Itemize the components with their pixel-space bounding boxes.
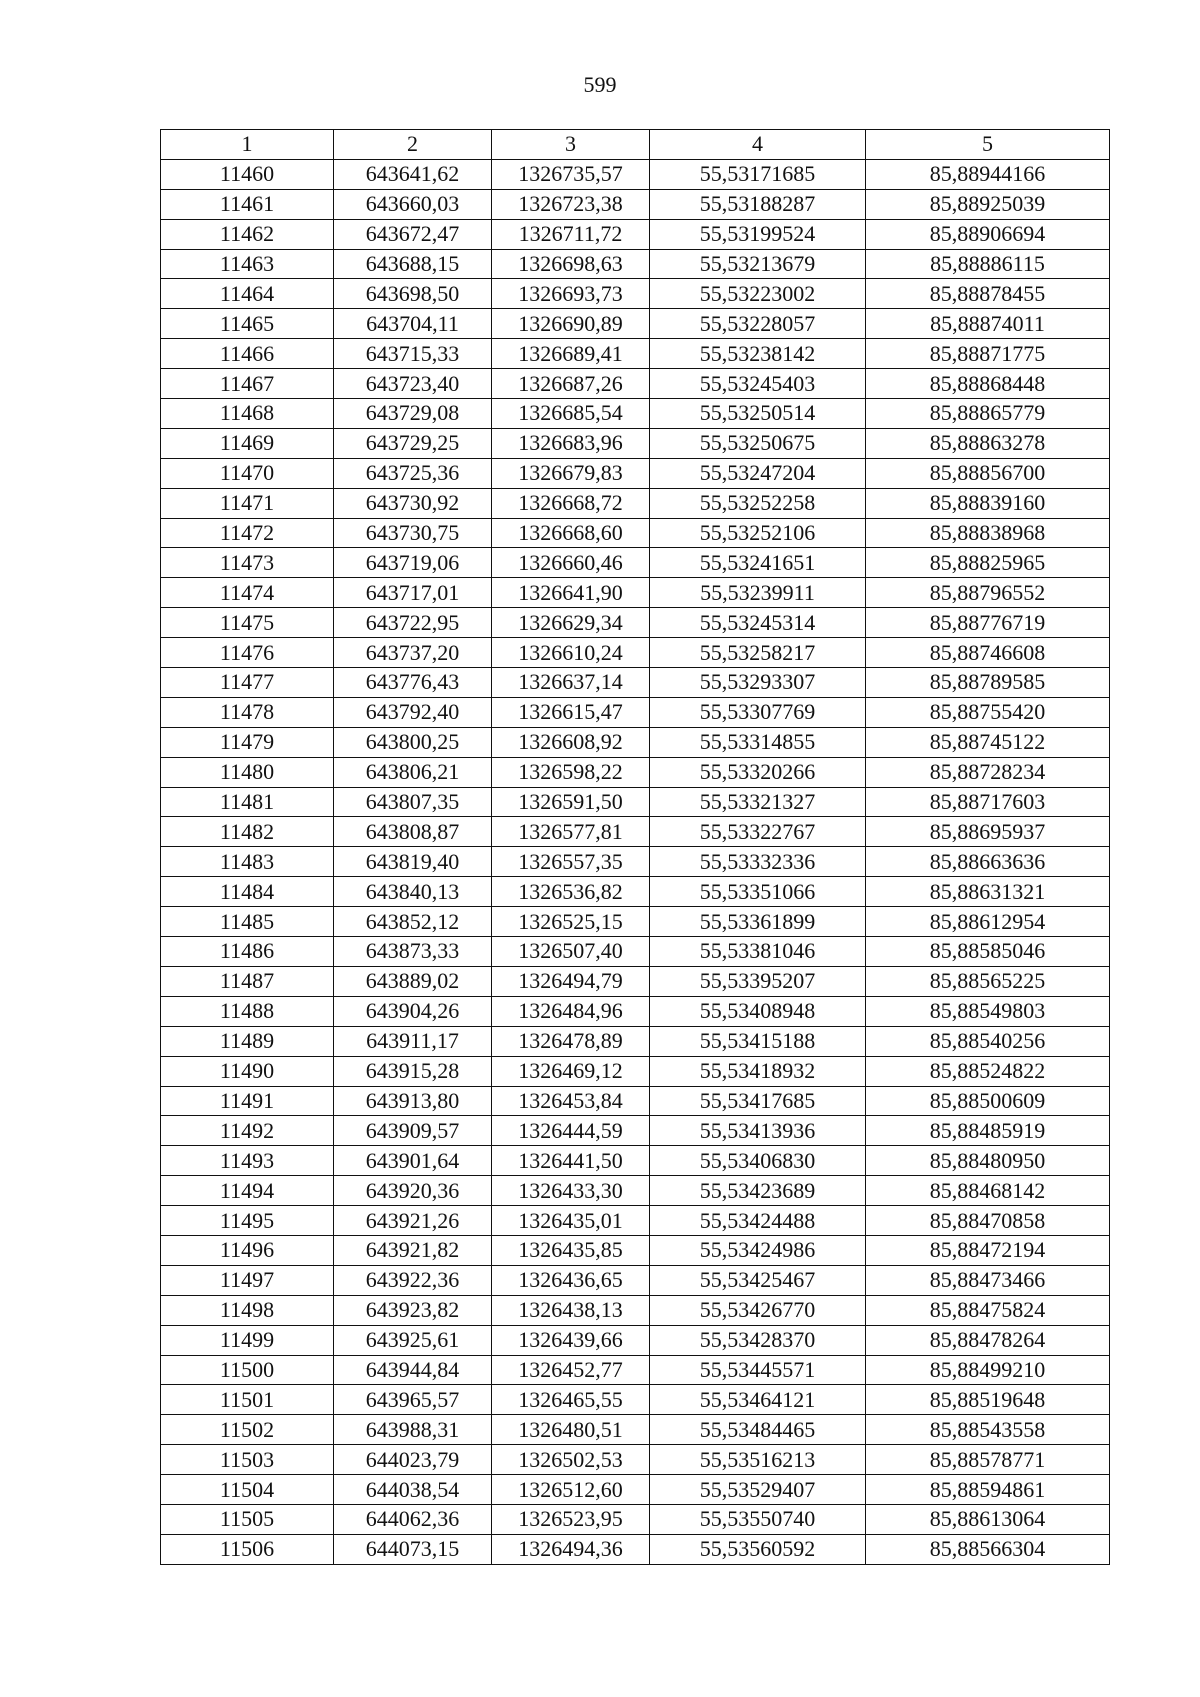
table-cell: 55,53245314 xyxy=(650,608,866,638)
table-row xyxy=(161,1176,1110,1206)
table-cell: 11492 xyxy=(161,1116,334,1146)
table-cell: 85,88789585 xyxy=(866,668,1110,698)
table-row xyxy=(161,847,1110,877)
table-cell: 55,53332336 xyxy=(650,847,866,877)
table-cell: 11501 xyxy=(161,1385,334,1415)
table-cell: 55,53361899 xyxy=(650,907,866,937)
table-cell: 11483 xyxy=(161,847,334,877)
table-cell: 643704,11 xyxy=(334,309,492,339)
table-cell: 85,88472194 xyxy=(866,1235,1110,1265)
table-cell: 11470 xyxy=(161,458,334,488)
table-cell: 55,53423689 xyxy=(650,1176,866,1206)
table-cell: 1326435,85 xyxy=(492,1235,650,1265)
table-cell: 643641,62 xyxy=(334,159,492,189)
table-cell: 85,88825965 xyxy=(866,548,1110,578)
table-cell: 643921,82 xyxy=(334,1235,492,1265)
table-cell: 11497 xyxy=(161,1265,334,1295)
table-cell: 55,53320266 xyxy=(650,757,866,787)
table-cell: 55,53406830 xyxy=(650,1146,866,1176)
table-row xyxy=(161,1355,1110,1385)
table-cell: 85,88906694 xyxy=(866,219,1110,249)
table-row xyxy=(161,1235,1110,1265)
table-cell: 11463 xyxy=(161,249,334,279)
table-cell: 1326465,55 xyxy=(492,1385,650,1415)
table-cell: 11468 xyxy=(161,399,334,429)
table-row xyxy=(161,757,1110,787)
table-cell: 55,53258217 xyxy=(650,638,866,668)
table-cell: 85,88728234 xyxy=(866,757,1110,787)
table-cell: 55,53351066 xyxy=(650,877,866,907)
table-cell: 85,88925039 xyxy=(866,189,1110,219)
table-cell: 643730,75 xyxy=(334,518,492,548)
table-cell: 85,88839160 xyxy=(866,488,1110,518)
table-cell: 643698,50 xyxy=(334,279,492,309)
table-cell: 55,53408948 xyxy=(650,996,866,1026)
table-row xyxy=(161,697,1110,727)
table-cell: 85,88468142 xyxy=(866,1176,1110,1206)
table-cell: 11476 xyxy=(161,638,334,668)
table-cell: 11460 xyxy=(161,159,334,189)
table-cell: 85,88695937 xyxy=(866,817,1110,847)
table-cell: 85,88878455 xyxy=(866,279,1110,309)
table-cell: 85,88594861 xyxy=(866,1475,1110,1505)
table-cell: 643909,57 xyxy=(334,1116,492,1146)
table-cell: 1326591,50 xyxy=(492,787,650,817)
table-cell: 1326557,35 xyxy=(492,847,650,877)
table-cell: 1326668,72 xyxy=(492,488,650,518)
table-row xyxy=(161,1206,1110,1236)
table-cell: 643852,12 xyxy=(334,907,492,937)
table-row xyxy=(161,548,1110,578)
table-cell: 85,88776719 xyxy=(866,608,1110,638)
table-cell: 85,88944166 xyxy=(866,159,1110,189)
table-cell: 643819,40 xyxy=(334,847,492,877)
table-cell: 1326660,46 xyxy=(492,548,650,578)
table-cell: 1326452,77 xyxy=(492,1355,650,1385)
table-cell: 643965,57 xyxy=(334,1385,492,1415)
table-cell: 643915,28 xyxy=(334,1056,492,1086)
table-cell: 55,53252258 xyxy=(650,488,866,518)
table-cell: 85,88868448 xyxy=(866,369,1110,399)
table-cell: 11475 xyxy=(161,608,334,638)
table-row xyxy=(161,339,1110,369)
table-cell: 1326494,36 xyxy=(492,1534,650,1564)
table-cell: 11505 xyxy=(161,1504,334,1534)
table-cell: 1326629,34 xyxy=(492,608,650,638)
table-cell: 644023,79 xyxy=(334,1445,492,1475)
table-cell: 643717,01 xyxy=(334,578,492,608)
table-cell: 643715,33 xyxy=(334,339,492,369)
table-cell: 55,53417685 xyxy=(650,1086,866,1116)
table-cell: 55,53188287 xyxy=(650,189,866,219)
table-row xyxy=(161,1504,1110,1534)
table-cell: 1326502,53 xyxy=(492,1445,650,1475)
table-row xyxy=(161,727,1110,757)
table-cell: 11502 xyxy=(161,1415,334,1445)
table-cell: 1326512,60 xyxy=(492,1475,650,1505)
table-header-row xyxy=(161,130,1110,160)
table-cell: 1326494,79 xyxy=(492,966,650,996)
table-cell: 55,53213679 xyxy=(650,249,866,279)
table-cell: 1326689,41 xyxy=(492,339,650,369)
table-cell: 85,88500609 xyxy=(866,1086,1110,1116)
table-cell: 55,53228057 xyxy=(650,309,866,339)
table-cell: 85,88524822 xyxy=(866,1056,1110,1086)
table-cell: 643660,03 xyxy=(334,189,492,219)
table-row xyxy=(161,578,1110,608)
table-cell: 643920,36 xyxy=(334,1176,492,1206)
table-cell: 643719,06 xyxy=(334,548,492,578)
table-cell: 1326484,96 xyxy=(492,996,650,1026)
table-cell: 55,53426770 xyxy=(650,1295,866,1325)
table-cell: 85,88478264 xyxy=(866,1325,1110,1355)
table-row xyxy=(161,458,1110,488)
table-cell: 1326536,82 xyxy=(492,877,650,907)
table-cell: 643925,61 xyxy=(334,1325,492,1355)
table-cell: 11462 xyxy=(161,219,334,249)
table-cell: 11496 xyxy=(161,1235,334,1265)
table-cell: 11504 xyxy=(161,1475,334,1505)
table-cell: 85,88755420 xyxy=(866,697,1110,727)
table-cell: 643988,31 xyxy=(334,1415,492,1445)
table-cell: 85,88499210 xyxy=(866,1355,1110,1385)
table-cell: 1326683,96 xyxy=(492,428,650,458)
table-row xyxy=(161,1475,1110,1505)
table-cell: 1326525,15 xyxy=(492,907,650,937)
table-cell: 11491 xyxy=(161,1086,334,1116)
table-cell: 1326693,73 xyxy=(492,279,650,309)
table-body xyxy=(161,159,1110,1564)
table-cell: 1326598,22 xyxy=(492,757,650,787)
table-cell: 55,53321327 xyxy=(650,787,866,817)
table-row xyxy=(161,1325,1110,1355)
table-row xyxy=(161,668,1110,698)
table-cell: 11484 xyxy=(161,877,334,907)
table-cell: 643792,40 xyxy=(334,697,492,727)
table-cell: 1326711,72 xyxy=(492,219,650,249)
table-cell: 643840,13 xyxy=(334,877,492,907)
table-cell: 11469 xyxy=(161,428,334,458)
table-cell: 11467 xyxy=(161,369,334,399)
table-cell: 55,53418932 xyxy=(650,1056,866,1086)
table-cell: 1326690,89 xyxy=(492,309,650,339)
table-cell: 85,88865779 xyxy=(866,399,1110,429)
table-cell: 55,53516213 xyxy=(650,1445,866,1475)
table-cell: 55,53413936 xyxy=(650,1116,866,1146)
table-cell: 85,88886115 xyxy=(866,249,1110,279)
table-row xyxy=(161,817,1110,847)
table-cell: 11493 xyxy=(161,1146,334,1176)
table-cell: 55,53395207 xyxy=(650,966,866,996)
table-cell: 11482 xyxy=(161,817,334,847)
table-cell: 644073,15 xyxy=(334,1534,492,1564)
table-cell: 55,53428370 xyxy=(650,1325,866,1355)
table-row xyxy=(161,219,1110,249)
coordinates-table xyxy=(160,129,1110,1565)
table-row xyxy=(161,937,1110,967)
table-cell: 85,88856700 xyxy=(866,458,1110,488)
table-row xyxy=(161,1445,1110,1475)
table-row xyxy=(161,1086,1110,1116)
table-row xyxy=(161,189,1110,219)
table-cell: 643723,40 xyxy=(334,369,492,399)
table-cell: 11478 xyxy=(161,697,334,727)
table-cell: 85,88578771 xyxy=(866,1445,1110,1475)
table-cell: 11480 xyxy=(161,757,334,787)
table-cell: 11485 xyxy=(161,907,334,937)
table-cell: 55,53424986 xyxy=(650,1235,866,1265)
table-cell: 11464 xyxy=(161,279,334,309)
table-row xyxy=(161,638,1110,668)
table-cell: 55,53238142 xyxy=(650,339,866,369)
table-cell: 643901,64 xyxy=(334,1146,492,1176)
table-cell: 11498 xyxy=(161,1295,334,1325)
table-cell: 1326453,84 xyxy=(492,1086,650,1116)
table-cell: 1326441,50 xyxy=(492,1146,650,1176)
table-row xyxy=(161,399,1110,429)
table-cell: 11486 xyxy=(161,937,334,967)
table-cell: 1326436,65 xyxy=(492,1265,650,1295)
table-cell: 55,53381046 xyxy=(650,937,866,967)
table-cell: 11466 xyxy=(161,339,334,369)
table-cell: 55,53293307 xyxy=(650,668,866,698)
table-row xyxy=(161,1026,1110,1056)
table-cell: 55,53560592 xyxy=(650,1534,866,1564)
table-cell: 55,53307769 xyxy=(650,697,866,727)
table-cell: 643722,95 xyxy=(334,608,492,638)
table-cell: 11461 xyxy=(161,189,334,219)
table-cell: 85,88540256 xyxy=(866,1026,1110,1056)
table-cell: 1326433,30 xyxy=(492,1176,650,1206)
table-row xyxy=(161,1265,1110,1295)
table-row xyxy=(161,249,1110,279)
table-row xyxy=(161,518,1110,548)
table-cell: 55,53241651 xyxy=(650,548,866,578)
table-cell: 1326577,81 xyxy=(492,817,650,847)
table-cell: 643911,17 xyxy=(334,1026,492,1056)
table-cell: 1326478,89 xyxy=(492,1026,650,1056)
table-cell: 643913,80 xyxy=(334,1086,492,1116)
table-row xyxy=(161,996,1110,1026)
table-cell: 11500 xyxy=(161,1355,334,1385)
table-cell: 1326444,59 xyxy=(492,1116,650,1146)
table-cell: 11471 xyxy=(161,488,334,518)
table-cell: 643806,21 xyxy=(334,757,492,787)
table-cell: 643672,47 xyxy=(334,219,492,249)
table-cell: 85,88745122 xyxy=(866,727,1110,757)
table-cell: 1326679,83 xyxy=(492,458,650,488)
page-number: 599 xyxy=(583,72,617,97)
table-row xyxy=(161,877,1110,907)
table-cell: 85,88480950 xyxy=(866,1146,1110,1176)
table-cell: 55,53223002 xyxy=(650,279,866,309)
table-cell: 1326608,92 xyxy=(492,727,650,757)
table-cell: 85,88519648 xyxy=(866,1385,1110,1415)
table-cell: 55,53247204 xyxy=(650,458,866,488)
table-cell: 643737,20 xyxy=(334,638,492,668)
table-cell: 11481 xyxy=(161,787,334,817)
table-row xyxy=(161,1056,1110,1086)
table-cell: 55,53314855 xyxy=(650,727,866,757)
table-cell: 644038,54 xyxy=(334,1475,492,1505)
table-cell: 85,88549803 xyxy=(866,996,1110,1026)
table-cell: 1326668,60 xyxy=(492,518,650,548)
table-cell: 1326687,26 xyxy=(492,369,650,399)
table-row xyxy=(161,1146,1110,1176)
table-cell: 643776,43 xyxy=(334,668,492,698)
table-cell: 55,53445571 xyxy=(650,1355,866,1385)
table-row xyxy=(161,369,1110,399)
table-cell: 85,88473466 xyxy=(866,1265,1110,1295)
table-cell: 85,88485919 xyxy=(866,1116,1110,1146)
table-cell: 1326610,24 xyxy=(492,638,650,668)
table-cell: 85,88663636 xyxy=(866,847,1110,877)
table-cell: 11474 xyxy=(161,578,334,608)
column-header: 1 xyxy=(161,130,334,160)
table-cell: 1326641,90 xyxy=(492,578,650,608)
table-row xyxy=(161,488,1110,518)
table-cell: 11494 xyxy=(161,1176,334,1206)
column-header: 3 xyxy=(492,130,650,160)
table-cell: 644062,36 xyxy=(334,1504,492,1534)
table-row xyxy=(161,608,1110,638)
table-cell: 85,88874011 xyxy=(866,309,1110,339)
table-cell: 1326480,51 xyxy=(492,1415,650,1445)
table-cell: 55,53199524 xyxy=(650,219,866,249)
table-cell: 643800,25 xyxy=(334,727,492,757)
table-cell: 643725,36 xyxy=(334,458,492,488)
table-cell: 1326615,47 xyxy=(492,697,650,727)
table-cell: 11489 xyxy=(161,1026,334,1056)
table-cell: 55,53250675 xyxy=(650,428,866,458)
table-cell: 55,53464121 xyxy=(650,1385,866,1415)
table-cell: 55,53250514 xyxy=(650,399,866,429)
table-cell: 11472 xyxy=(161,518,334,548)
table-cell: 85,88612954 xyxy=(866,907,1110,937)
table-cell: 643921,26 xyxy=(334,1206,492,1236)
table-cell: 85,88470858 xyxy=(866,1206,1110,1236)
table-cell: 55,53252106 xyxy=(650,518,866,548)
table-cell: 85,88565225 xyxy=(866,966,1110,996)
table-cell: 85,88717603 xyxy=(866,787,1110,817)
table-cell: 1326438,13 xyxy=(492,1295,650,1325)
table-cell: 11499 xyxy=(161,1325,334,1355)
table-row xyxy=(161,787,1110,817)
table-cell: 55,53245403 xyxy=(650,369,866,399)
table-row xyxy=(161,1116,1110,1146)
table-cell: 85,88475824 xyxy=(866,1295,1110,1325)
column-header: 5 xyxy=(866,130,1110,160)
table-cell: 85,88746608 xyxy=(866,638,1110,668)
table-cell: 11488 xyxy=(161,996,334,1026)
table-cell: 643729,25 xyxy=(334,428,492,458)
table-cell: 85,88863278 xyxy=(866,428,1110,458)
table-cell: 643904,26 xyxy=(334,996,492,1026)
table-cell: 643807,35 xyxy=(334,787,492,817)
table-cell: 11490 xyxy=(161,1056,334,1086)
table-row xyxy=(161,1415,1110,1445)
table-cell: 643873,33 xyxy=(334,937,492,967)
table-cell: 11487 xyxy=(161,966,334,996)
table-row xyxy=(161,309,1110,339)
column-header: 2 xyxy=(334,130,492,160)
table-cell: 55,53550740 xyxy=(650,1504,866,1534)
table-cell: 643923,82 xyxy=(334,1295,492,1325)
table-cell: 55,53415188 xyxy=(650,1026,866,1056)
table-cell: 1326685,54 xyxy=(492,399,650,429)
table-cell: 643729,08 xyxy=(334,399,492,429)
table-cell: 55,53171685 xyxy=(650,159,866,189)
table-cell: 85,88838968 xyxy=(866,518,1110,548)
table-cell: 1326439,66 xyxy=(492,1325,650,1355)
table-cell: 11465 xyxy=(161,309,334,339)
table-row xyxy=(161,1295,1110,1325)
column-header: 4 xyxy=(650,130,866,160)
table-cell: 85,88796552 xyxy=(866,578,1110,608)
table-cell: 85,88543558 xyxy=(866,1415,1110,1445)
table-cell: 1326735,57 xyxy=(492,159,650,189)
table-cell: 1326507,40 xyxy=(492,937,650,967)
table-cell: 85,88585046 xyxy=(866,937,1110,967)
table-cell: 1326469,12 xyxy=(492,1056,650,1086)
table-row xyxy=(161,1385,1110,1415)
table-cell: 55,53424488 xyxy=(650,1206,866,1236)
table-row xyxy=(161,1534,1110,1564)
table-row xyxy=(161,966,1110,996)
table-cell: 1326435,01 xyxy=(492,1206,650,1236)
table-cell: 11506 xyxy=(161,1534,334,1564)
table-cell: 85,88613064 xyxy=(866,1504,1110,1534)
table-row xyxy=(161,279,1110,309)
table-cell: 11479 xyxy=(161,727,334,757)
table-row xyxy=(161,907,1110,937)
table-cell: 11473 xyxy=(161,548,334,578)
table-cell: 643730,92 xyxy=(334,488,492,518)
table-cell: 11477 xyxy=(161,668,334,698)
table-cell: 55,53239911 xyxy=(650,578,866,608)
table-cell: 55,53529407 xyxy=(650,1475,866,1505)
table-cell: 85,88566304 xyxy=(866,1534,1110,1564)
table-row xyxy=(161,428,1110,458)
table-cell: 85,88871775 xyxy=(866,339,1110,369)
table-cell: 85,88631321 xyxy=(866,877,1110,907)
table-cell: 1326723,38 xyxy=(492,189,650,219)
table-cell: 643922,36 xyxy=(334,1265,492,1295)
table-cell: 643808,87 xyxy=(334,817,492,847)
table-cell: 643889,02 xyxy=(334,966,492,996)
table-cell: 11495 xyxy=(161,1206,334,1236)
table-cell: 55,53484465 xyxy=(650,1415,866,1445)
table-cell: 55,53322767 xyxy=(650,817,866,847)
table-row xyxy=(161,159,1110,189)
table-cell: 1326523,95 xyxy=(492,1504,650,1534)
table-cell: 1326637,14 xyxy=(492,668,650,698)
table-cell: 1326698,63 xyxy=(492,249,650,279)
table-cell: 11503 xyxy=(161,1445,334,1475)
table-cell: 643944,84 xyxy=(334,1355,492,1385)
table-cell: 643688,15 xyxy=(334,249,492,279)
table-cell: 55,53425467 xyxy=(650,1265,866,1295)
